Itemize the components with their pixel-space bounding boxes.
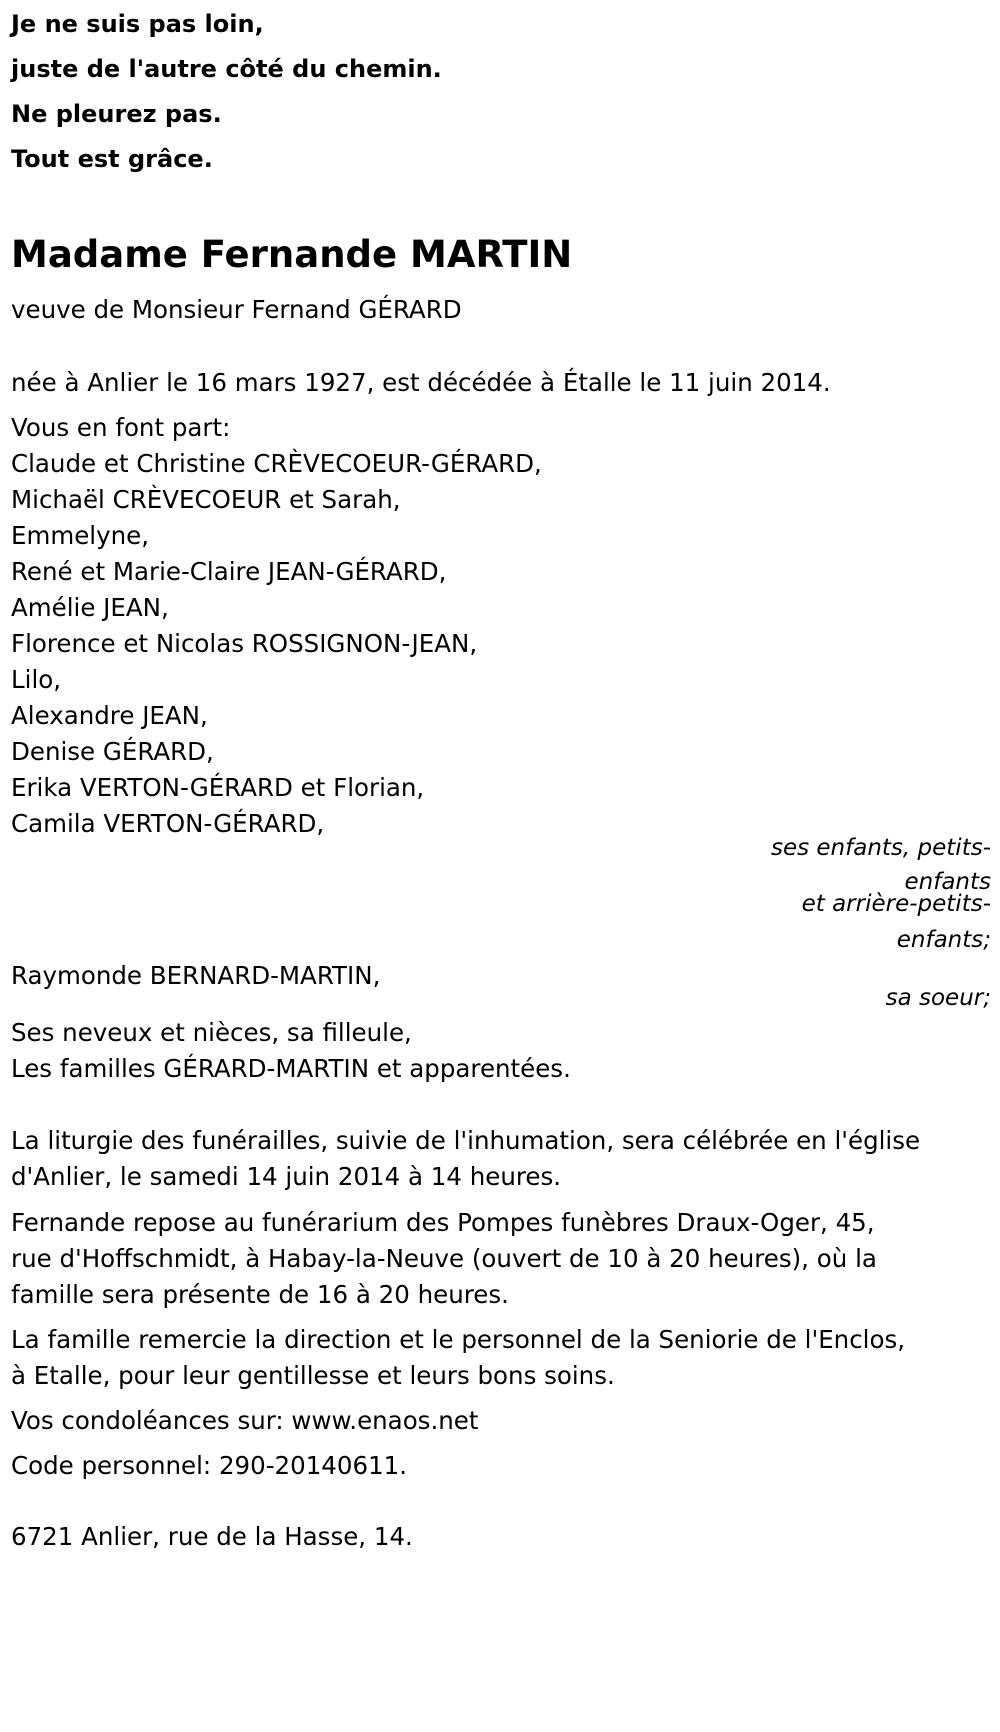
family-member: René et Marie-Claire JEAN-GÉRARD, <box>11 557 447 586</box>
other-family-line: Ses neveux et nièces, sa filleule, <box>11 1018 412 1047</box>
personal-code-line: Code personnel: 290-20140611. <box>11 1451 408 1480</box>
children-relation-line-1: ses enfants, petits- <box>770 835 991 861</box>
visitation-line: rue d'Hoffschmidt, à Habay-la-Neuve (ouvert de 10 à 20 heures), où la <box>11 1244 877 1273</box>
poem-line-4: Tout est grâce. <box>11 145 213 173</box>
children-relation-line-3: et arrière-petits- <box>801 891 991 917</box>
family-member: Denise GÉRARD, <box>11 737 214 766</box>
family-member: Alexandre JEAN, <box>11 701 208 730</box>
poem-line-3: Ne pleurez pas. <box>11 100 222 128</box>
ceremony-line: La liturgie des funérailles, suivie de l'inhumation, sera célébrée en l'église <box>11 1126 921 1155</box>
family-member: Claude et Christine CRÈVECOEUR-GÉRARD, <box>11 449 542 478</box>
poem-line-2: juste de l'autre côté du chemin. <box>11 55 442 83</box>
sister-relation: sa soeur; <box>885 985 991 1011</box>
children-relation-line-4: enfants; <box>896 927 991 953</box>
other-family-line: Les familles GÉRARD-MARTIN et apparentées. <box>11 1054 571 1083</box>
condolences-line: Vos condoléances sur: www.enaos.net <box>11 1406 479 1435</box>
family-member: Erika VERTON-GÉRARD et Florian, <box>11 773 425 802</box>
announcement-intro: Vous en font part: <box>11 413 231 442</box>
family-member: Camila VERTON-GÉRARD, <box>11 809 325 838</box>
family-member: Florence et Nicolas ROSSIGNON-JEAN, <box>11 629 478 658</box>
thanks-line: La famille remercie la direction et le personnel de la Seniorie de l'Enclos, <box>11 1325 906 1354</box>
children-relation-line-2: enfants <box>904 869 991 895</box>
visitation-line: Fernande repose au funérarium des Pompes funèbres Draux-Oger, 45, <box>11 1208 875 1237</box>
sister-line: Raymonde BERNARD-MARTIN, <box>11 961 381 990</box>
deceased-name: Madame Fernande MARTIN <box>11 233 573 276</box>
poem-line-1: Je ne suis pas loin, <box>11 10 264 38</box>
address-line: 6721 Anlier, rue de la Hasse, 14. <box>11 1522 413 1551</box>
spouse-line: veuve de Monsieur Fernand GÉRARD <box>11 295 462 324</box>
family-member: Lilo, <box>11 665 62 694</box>
thanks-line: à Etalle, pour leur gentillesse et leurs bons soins. <box>11 1361 615 1390</box>
visitation-line: famille sera présente de 16 à 20 heures. <box>11 1280 509 1309</box>
family-member: Amélie JEAN, <box>11 593 169 622</box>
ceremony-line: d'Anlier, le samedi 14 juin 2014 à 14 heures. <box>11 1162 562 1191</box>
birth-death-line: née à Anlier le 16 mars 1927, est décédée à Étalle le 11 juin 2014. <box>11 368 831 397</box>
family-member: Michaël CRÈVECOEUR et Sarah, <box>11 485 401 514</box>
family-member: Emmelyne, <box>11 521 149 550</box>
